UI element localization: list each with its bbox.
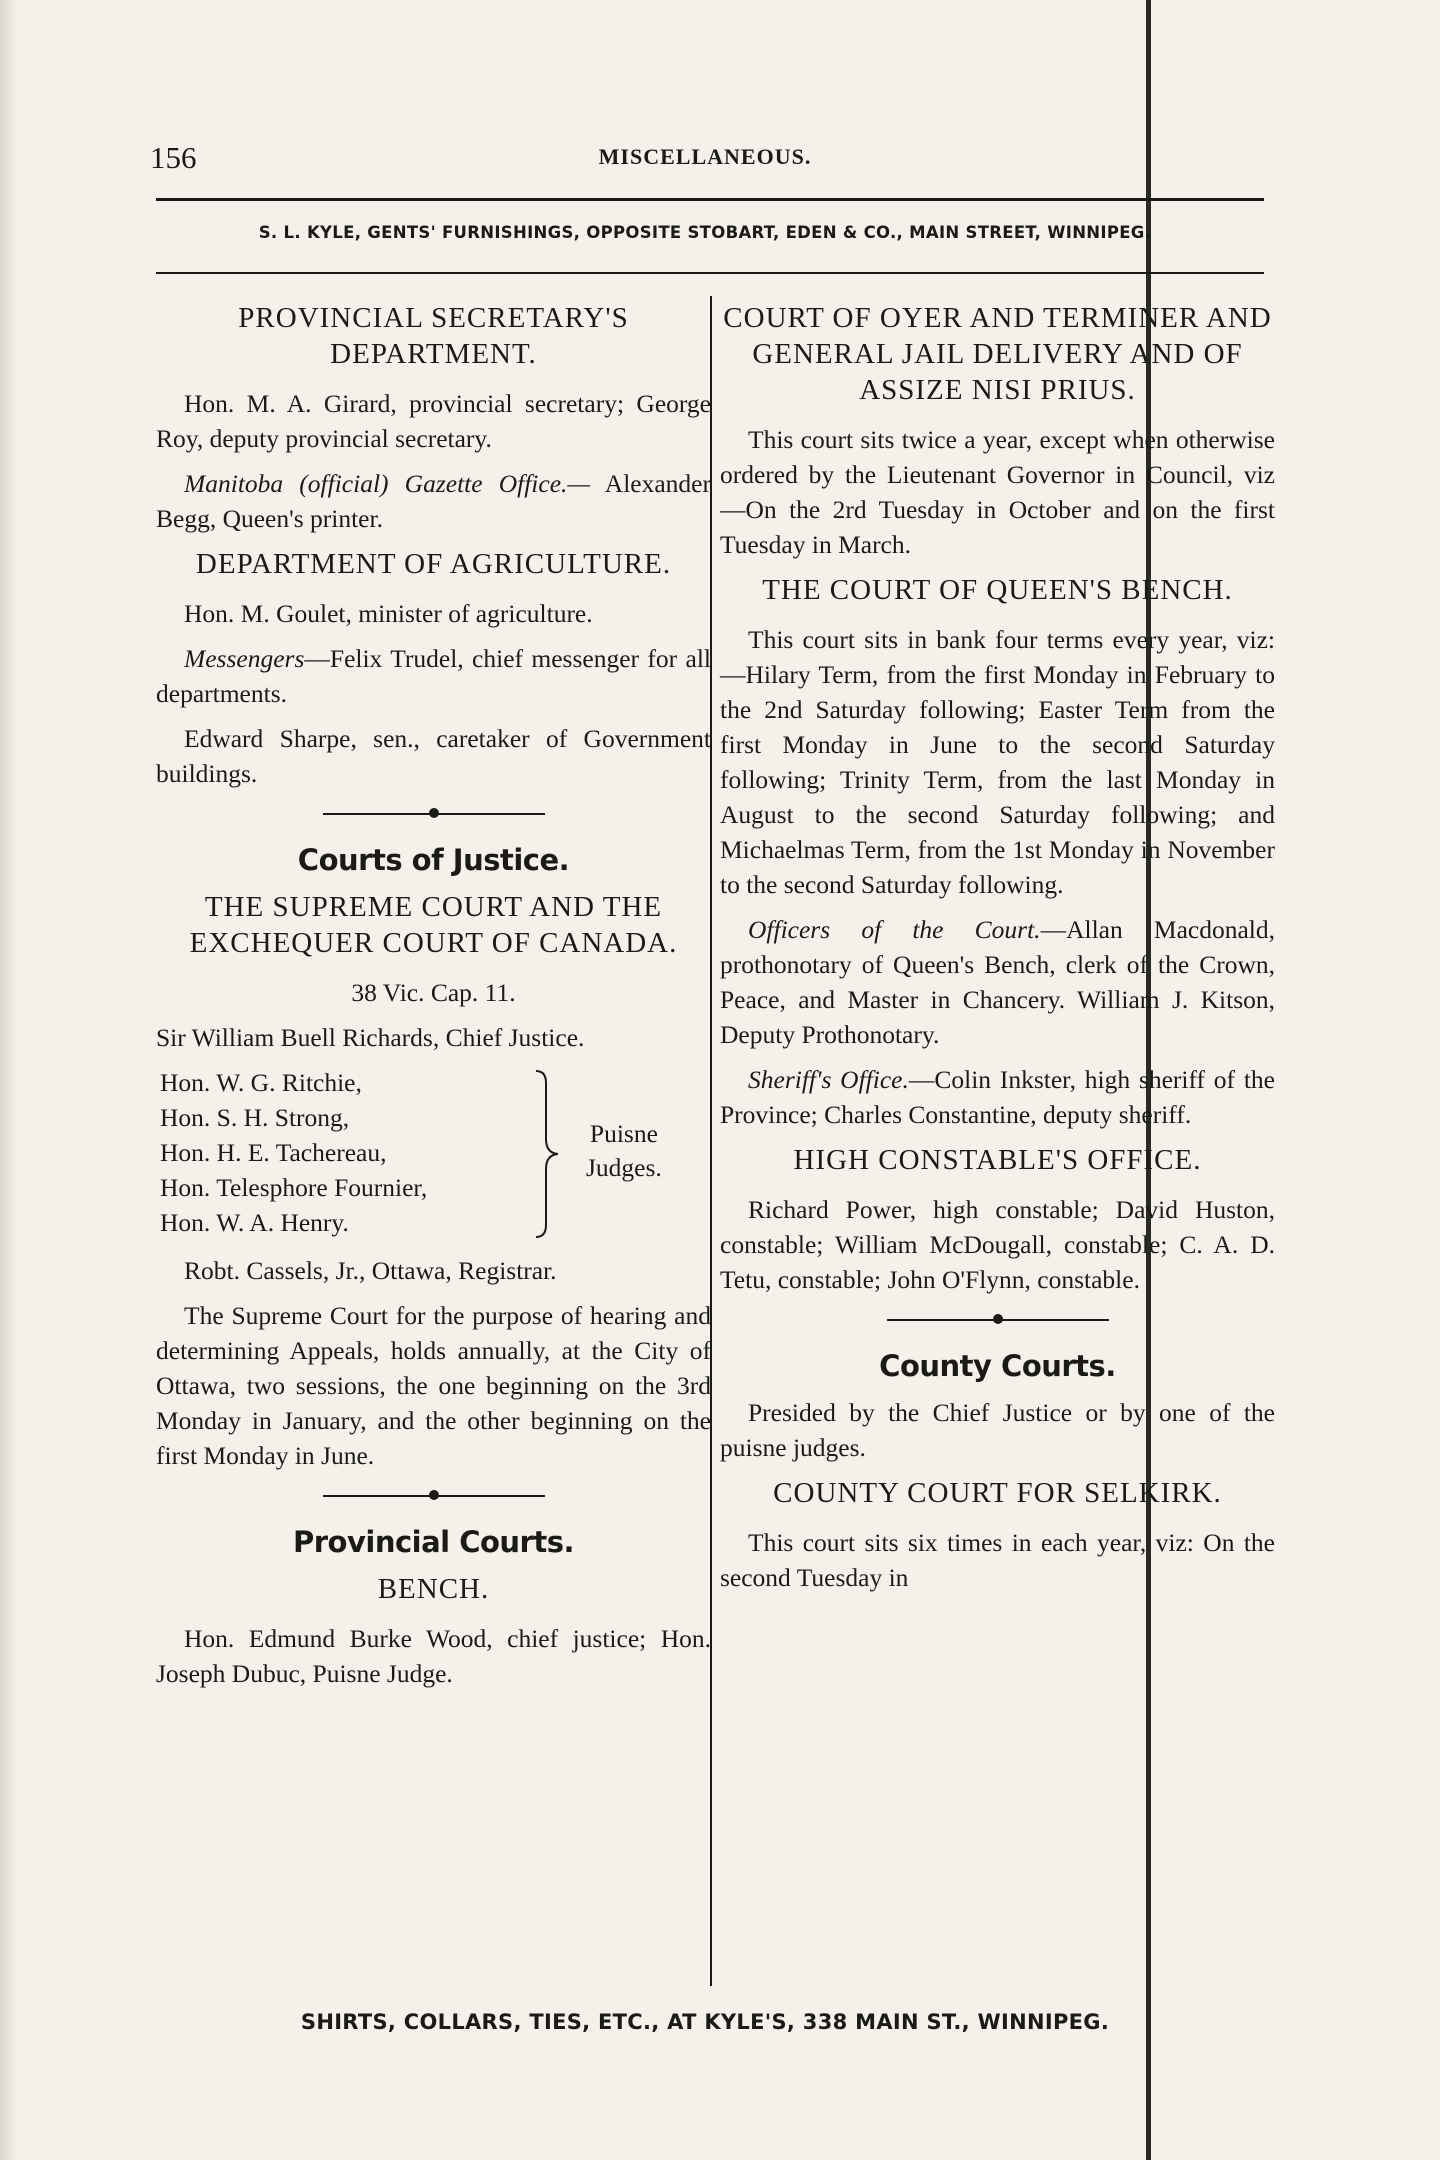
supreme-court-sessions-text: The Supreme Court for the purpose of hearing and determining Appeals, holds annually, at the City of Ottawa, two sessions, the one beginning on the 3rd Monday in January, and the other beginning on the first Monday in June. <box>156 1301 711 1470</box>
gazette-label: Manitoba (official) Gazette Office.— <box>184 469 591 498</box>
high-constable-text: Richard Power, high constable; David Huston, constable; William McDougall, constable; C. A. D. Tetu, constable; John O'Flynn, constable. <box>720 1195 1275 1294</box>
header-rule <box>156 198 1264 201</box>
county-courts-text: Presided by the Chief Justice or by one of the puisne judges. <box>720 1398 1275 1462</box>
judge-name: Hon. S. H. Strong, <box>160 1103 350 1132</box>
section-ornament <box>156 803 711 825</box>
queens-bench-terms-text: This court sits in bank four terms every year, viz:—Hilary Term, from the first Monday in February to the 2nd Saturday following; Easter Term from the first Monday in June to the second Saturday following; Trinity Term, from the last Monday in August to the second Saturday following; and Michaelmas Term, from the 1st Monday in November to the second Saturday following. <box>720 625 1275 899</box>
provincial-courts-title: Provincial Courts. <box>293 1525 574 1559</box>
registrar-text: Robt. Cassels, Jr., Ottawa, Registrar. <box>184 1256 557 1285</box>
judge-name: Hon. Telesphore Fournier, <box>160 1173 428 1202</box>
officers-label: Officers of the Court. <box>748 915 1041 944</box>
caretaker-text: Edward Sharpe, sen., caretaker of Government buildings. <box>156 724 711 788</box>
bench-text: Hon. Edmund Burke Wood, chief justice; Hon. Joseph Dubuc, Puisne Judge. <box>156 1624 711 1688</box>
running-header <box>150 140 1260 180</box>
running-title: MISCELLANEOUS. <box>598 144 812 169</box>
curly-brace-icon <box>532 1069 564 1239</box>
high-constable-heading: HIGH CONSTABLE'S OFFICE. <box>793 1144 1202 1176</box>
puisne-judges-list <box>156 1065 711 1243</box>
officers-detail: —Allan Macdonald, prothonotary of Queen's Bench, clerk of the Crown, Peace, and Master in Chancery. William J. Kitson, Deputy Prothonotary. <box>720 915 1275 1049</box>
supreme-court-act: 38 Vic. Cap. 11. <box>351 978 516 1007</box>
selkirk-county-court-heading: COUNTY COURT FOR SELKIRK. <box>773 1477 1222 1509</box>
messengers-label: Messengers <box>184 644 305 673</box>
section-ornament <box>156 1485 711 1507</box>
county-courts-title: County Courts. <box>879 1349 1116 1383</box>
provincial-secretary-heading: PROVINCIAL SECRETARY'S DEPARTMENT. <box>238 302 629 370</box>
officers-of-court-text <box>720 912 1275 1052</box>
oyer-terminer-text: This court sits twice a year, except when otherwise ordered by the Lieutenant Governor in Council, viz —On the 2rd Tuesday in October and on the first Tuesday in March. <box>720 425 1275 559</box>
judge-name: Hon. W. A. Henry. <box>160 1208 349 1237</box>
messengers-text <box>156 641 711 711</box>
bottom-advertisement: SHIRTS, COLLARS, TIES, ETC., AT KYLE'S, 338 MAIN ST., WINNIPEG. <box>300 2010 1110 2034</box>
page-left-edge <box>0 0 16 2160</box>
agriculture-minister-text: Hon. M. Goulet, minister of agriculture. <box>184 599 593 628</box>
sheriff-detail: —Colin Inkster, high sheriff of the Province; Charles Constantine, deputy sheriff. <box>720 1065 1275 1129</box>
right-column <box>720 300 1275 1605</box>
bench-heading: BENCH. <box>377 1573 490 1605</box>
agriculture-heading: DEPARTMENT OF AGRICULTURE. <box>195 548 672 580</box>
section-ornament <box>720 1309 1275 1331</box>
supreme-court-heading: THE SUPREME COURT AND THE EXCHEQUER COURT OF CANADA. <box>189 891 678 959</box>
gazette-office-text <box>156 466 711 536</box>
page-number: 156 <box>150 140 197 175</box>
oyer-terminer-heading: COURT OF OYER AND TERMINER AND GENERAL JAIL DELIVERY AND OF ASSIZE NISI PRIUS. <box>723 302 1272 406</box>
puisne-label: Puisne <box>589 1119 658 1148</box>
left-column <box>156 300 711 1701</box>
gazette-printer: Alexander Begg, Queen's printer. <box>156 469 711 533</box>
courts-of-justice-title: Courts of Justice. <box>297 843 570 877</box>
sheriff-label: Sheriff's Office. <box>748 1065 909 1094</box>
sheriff-office-text <box>720 1062 1275 1132</box>
queens-bench-heading: THE COURT OF QUEEN'S BENCH. <box>762 574 1233 606</box>
puisne-judges-label <box>586 1117 662 1185</box>
judge-name: Hon. H. E. Tachereau, <box>160 1138 387 1167</box>
messengers-detail: —Felix Trudel, chief messenger for all departments. <box>156 644 711 708</box>
ad-rule <box>156 272 1264 274</box>
judges-label: Judges. <box>586 1153 662 1182</box>
provincial-secretary-text: Hon. M. A. Girard, provincial secretary; George Roy, deputy provincial secretary. <box>156 389 711 453</box>
judge-name: Hon. W. G. Ritchie, <box>160 1068 362 1097</box>
top-advertisement: S. L. KYLE, GENTS' FURNISHINGS, OPPOSITE STOBART, EDEN & CO., MAIN STREET, WINNIPEG. <box>258 223 1152 242</box>
selkirk-county-court-text: This court sits six times in each year, viz: On the second Tuesday in <box>720 1528 1275 1592</box>
chief-justice-text: Sir William Buell Richards, Chief Justice. <box>156 1023 585 1052</box>
